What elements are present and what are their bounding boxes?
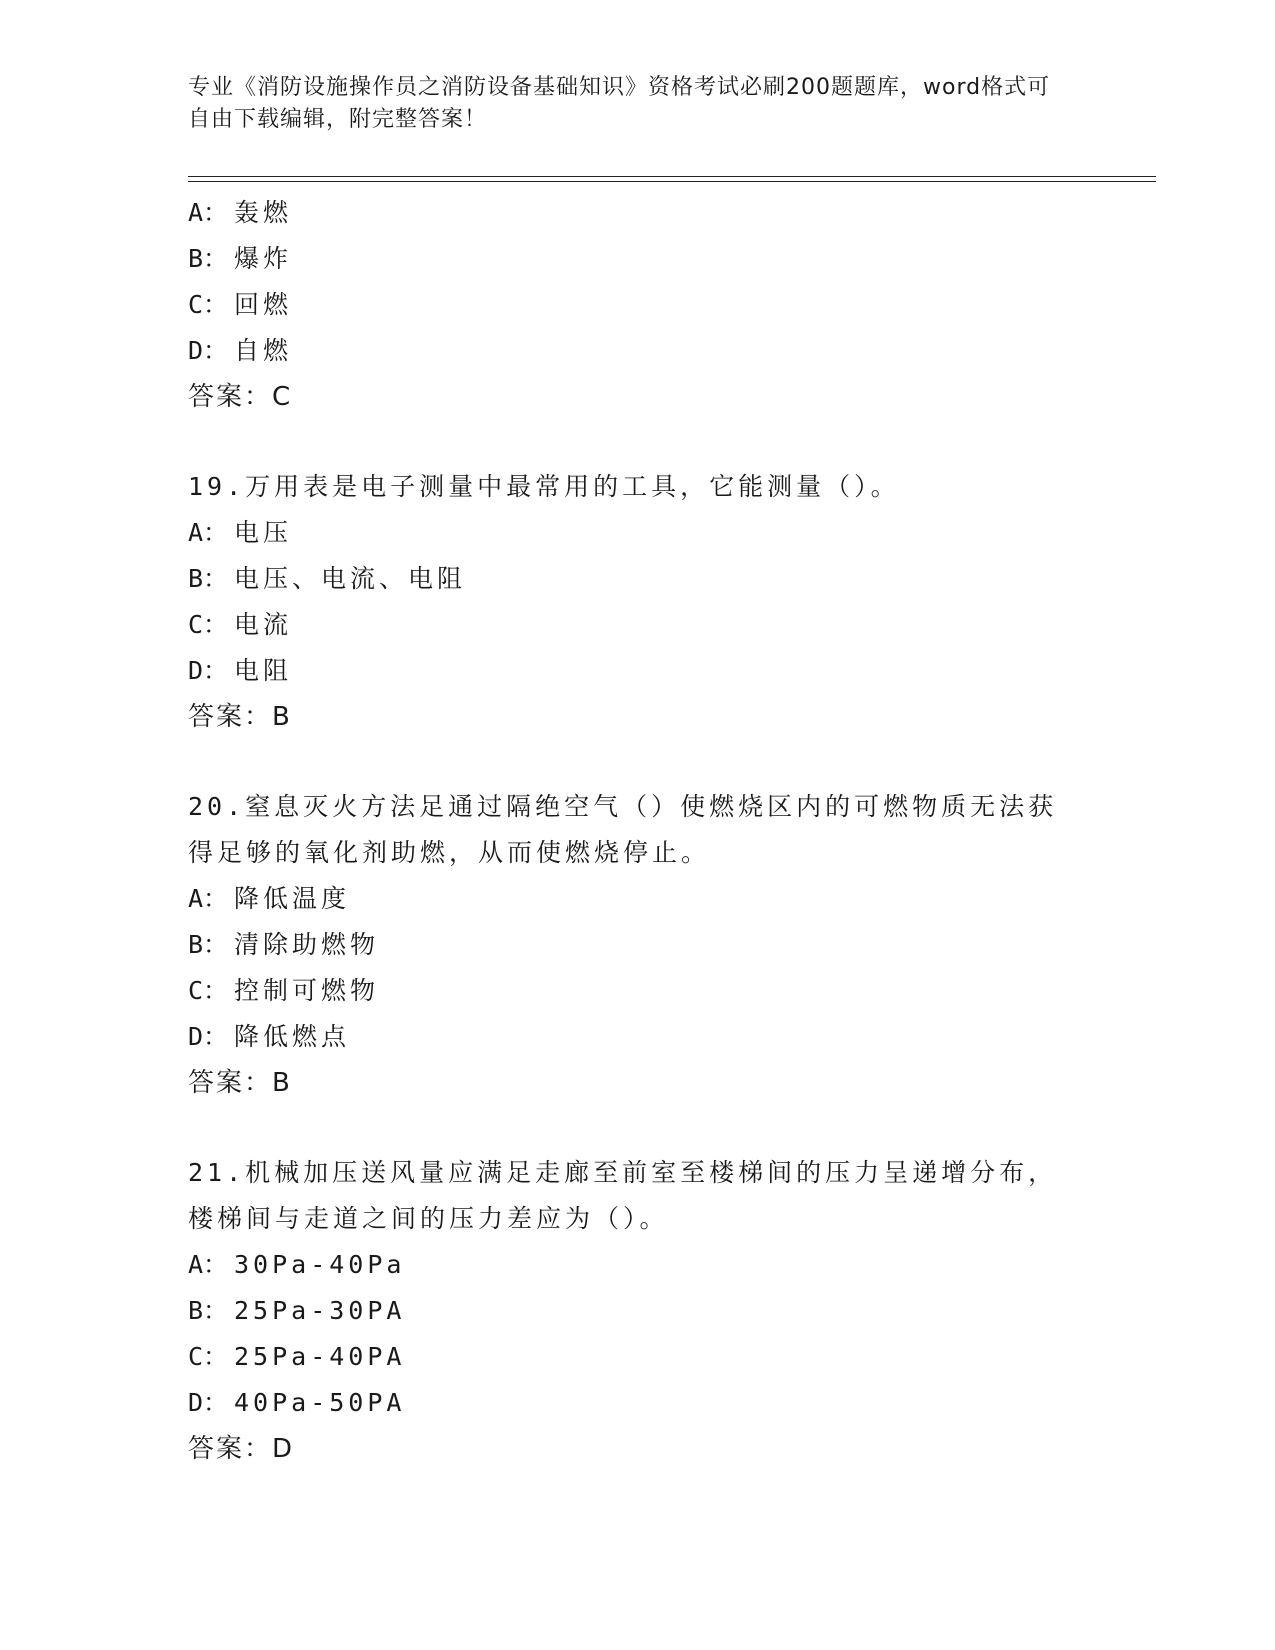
header-divider-bottom	[188, 181, 1156, 182]
option-c	[188, 602, 1088, 648]
option-a	[188, 876, 1088, 922]
option-letter: D：	[188, 656, 229, 685]
option-text: 清除助燃物	[234, 930, 380, 959]
option-a	[188, 510, 1088, 556]
option-c	[188, 968, 1088, 1014]
option-letter: A：	[188, 198, 229, 227]
option-text: 降低燃点	[234, 1022, 351, 1051]
option-c	[188, 1334, 1088, 1380]
option-letter: B：	[188, 1296, 229, 1325]
option-a	[188, 190, 1088, 236]
option-letter: C：	[188, 290, 229, 319]
answer-line: 答案：B	[188, 702, 292, 732]
option-text: 30Pa-40Pa	[234, 1250, 406, 1279]
option-text: 轰燃	[234, 198, 293, 227]
question-text: 20.窒息灭火方法足通过隔绝空气（）使燃烧区内的可燃物质无法获得足够的氧化剂助燃，从而使燃烧停止。	[188, 792, 1058, 867]
option-text: 电阻	[234, 656, 293, 685]
option-letter: A：	[188, 518, 229, 547]
question-text: 21.机械加压送风量应满足走廊至前室至楼梯间的压力呈递增分布，楼梯间与走道之间的压力差应为（）。	[188, 1158, 1058, 1233]
document-header: 专业《消防设施操作员之消防设备基础知识》资格考试必刷200题题库，word格式可自由下载编辑，附完整答案！	[188, 75, 1051, 132]
option-text: 自燃	[234, 336, 293, 365]
option-letter: D：	[188, 336, 229, 365]
option-b	[188, 236, 1088, 282]
option-text: 回燃	[234, 290, 293, 319]
option-letter: A：	[188, 1250, 229, 1279]
question-list	[188, 190, 1088, 1472]
option-d	[188, 1380, 1088, 1426]
option-text: 25Pa-40PA	[234, 1342, 406, 1371]
option-b	[188, 922, 1088, 968]
option-letter: B：	[188, 930, 229, 959]
option-letter: C：	[188, 610, 229, 639]
option-letter: B：	[188, 244, 229, 273]
option-letter: B：	[188, 564, 229, 593]
option-a	[188, 1242, 1088, 1288]
option-text: 电压、电流、电阻	[234, 564, 467, 593]
header-divider-top	[188, 176, 1156, 177]
option-text: 25Pa-30PA	[234, 1296, 406, 1325]
option-d	[188, 328, 1088, 374]
option-letter: D：	[188, 1022, 229, 1051]
option-text: 电流	[234, 610, 293, 639]
answer-line: 答案：C	[188, 382, 293, 412]
option-d	[188, 648, 1088, 694]
option-letter: C：	[188, 1342, 229, 1371]
option-text: 爆炸	[234, 244, 293, 273]
answer-line: 答案：D	[188, 1434, 295, 1464]
question-text: 19.万用表是电子测量中最常用的工具，它能测量（）。	[188, 472, 900, 501]
option-c	[188, 282, 1088, 328]
option-b	[188, 556, 1088, 602]
option-text: 电压	[234, 518, 293, 547]
question-20	[188, 784, 1088, 1106]
option-text: 40Pa-50PA	[234, 1388, 406, 1417]
question-19	[188, 464, 1088, 740]
option-letter: D：	[188, 1388, 229, 1417]
option-d	[188, 1014, 1088, 1060]
option-text: 降低温度	[234, 884, 351, 913]
option-letter: C：	[188, 976, 229, 1005]
question-21	[188, 1150, 1088, 1472]
option-letter: A：	[188, 884, 229, 913]
option-b	[188, 1288, 1088, 1334]
question-block-prev	[188, 190, 1088, 420]
answer-line: 答案：B	[188, 1068, 292, 1098]
option-text: 控制可燃物	[234, 976, 380, 1005]
